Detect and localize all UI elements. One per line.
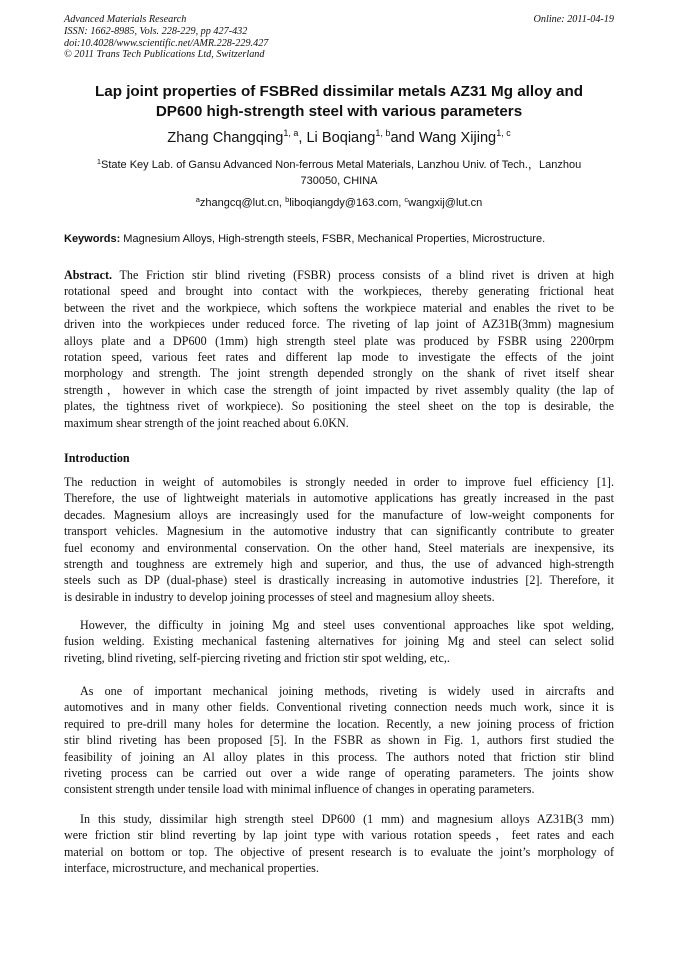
intro-paragraph-3 — [64, 683, 614, 798]
abstract-line: alloys plate and a DP600 (1mm) high strength steel plate was produced by FSBR using 2200rpm — [64, 333, 614, 348]
paragraph-line: strength and toughness are extremely high and superior, and thus, the use of advanced high-strength — [64, 557, 614, 572]
author-separator: , — [298, 130, 307, 146]
paragraph-line: fuel economy and environmental conservation. On the other hand, Steel materials are inexpensive, its — [64, 540, 614, 555]
paragraph-line: In this study, dissimilar high strength steel DP600 (1 mm) and magnesium alloys AZ31B(3 mm) — [80, 812, 614, 826]
affiliation-line-2: 730050, CHINA — [300, 175, 378, 187]
abstract — [64, 267, 614, 431]
affiliation-line-1 — [64, 157, 614, 173]
abstract-line: strength，however in which case the strength of joint impacted by rivet assembly quality (the lap of — [64, 382, 614, 397]
email-b-marker: b — [285, 195, 290, 204]
author-1-name: Zhang Changqing — [167, 130, 284, 146]
online-date: Online: 2011-04-19 — [533, 14, 614, 25]
author-2-name: Li Boqiang — [306, 130, 376, 146]
paragraph-line: required to pre-drill many holes for determine the location. Recently, a new joining process of friction — [64, 716, 614, 731]
paragraph-line: However, the difficulty in joining Mg and steel uses conventional approaches like spot welding, — [80, 618, 614, 632]
abstract-line: between the rivet and the workpiece, which softens the workpiece material and enables the rivet to be — [64, 300, 614, 315]
email-a[interactable]: zhangcq@lut.cn, — [199, 197, 286, 209]
paper-title — [64, 82, 614, 122]
copyright-line: © 2011 Trans Tech Publications Ltd, Switzerland — [64, 49, 265, 61]
paragraph-line: stir blind riveting has been proposed [5]. In the FSBR as shown in Fig. 1, authors first studied the — [64, 733, 614, 748]
abstract-line: Abstract. The Friction stir blind riveting (FSBR) process consists of a blind rivet is driven at high — [64, 268, 614, 282]
running-header — [64, 14, 268, 61]
paragraph-line: riveting, blind riveting, self-piercing riveting and friction stir spot welding, etc,. — [64, 650, 450, 665]
abstract-line: driven into the workpieces under reduced force. The riveting of lap joint of AZ31B(3mm) magnesium — [64, 317, 614, 332]
paragraph-line: is desirable in industry to develop joining processes of steel and magnesium alloy sheets. — [64, 589, 495, 604]
intro-paragraph-2 — [64, 617, 614, 666]
author-separator: and — [390, 130, 419, 146]
paragraph-line: were friction stir blind reverting by lap joint type with various rotation speeds，feet rates and each — [64, 828, 614, 843]
title-line-2: DP600 high-strength steel with various parameters — [155, 103, 523, 120]
abstract-line: rotation speed, various feet rates and different lap mode to investigate the effects of the joint — [64, 350, 614, 365]
keywords-label: Keywords: — [64, 233, 121, 245]
paragraph-line: consistent strength under tensile load with minimal influence of changes in operating parameters. — [64, 782, 535, 797]
abstract-line: maximum shear strength of the joint reached about 6.0KN. — [64, 415, 349, 430]
email-b[interactable]: liboqiangdy@163.com, — [289, 197, 405, 209]
issn-line: ISSN: 1662-8985, Vols. 228-229, pp 427-432 — [64, 25, 248, 37]
paragraph-line: material on bottom or top. The objective of present research is to evaluate the joint’s morphology of — [64, 844, 614, 859]
paragraph-line: riveting process can be carried out over a wide range of operating parameters. The joints show — [64, 766, 614, 781]
paragraph-line: automotives and in many other fields. Conventional riveting connection needs much work, since it is — [64, 700, 614, 715]
abstract-line: rotational speed and brought into contact with the workpieces, thereby generating frictional heat — [64, 284, 614, 299]
affiliation-text: State Key Lab. of Gansu Advanced Non-ferrous Metal Materials, Lanzhou Univ. of Tech.，Lanzhou — [100, 159, 582, 171]
journal-name: Advanced Materials Research — [64, 14, 187, 25]
abstract-line: morphology and strength. The joint strength depended strongly on the shank of rivet itself shear — [64, 366, 614, 381]
paragraph-line: interface, microstructure, and mechanical properties. — [64, 861, 319, 876]
intro-paragraph-1 — [64, 474, 614, 605]
section-heading-introduction: Introduction — [64, 451, 130, 465]
author-3-name: Wang Xijing — [418, 130, 497, 146]
paragraph-line: decades. Magnesium alloys are increasingly used for the manufacture of low-weight components for — [64, 507, 614, 522]
title-line-1: Lap joint properties of FSBRed dissimilar metals AZ31 Mg alloy and — [94, 83, 584, 100]
author-list — [64, 129, 614, 147]
paragraph-line: Therefore, the use of lightweight materials in automotive applications has greatly increased in the past — [64, 491, 614, 506]
paragraph-line: As one of important mechanical joining methods, riveting is widely used in aircrafts and — [80, 684, 614, 698]
author-1-affil: 1, a — [283, 128, 299, 138]
email-c[interactable]: wangxij@lut.cn — [408, 197, 483, 209]
affiliation-marker: 1 — [96, 157, 101, 166]
abstract-line: plates, the tightness rivet of workpiece). So positioning the steel sheet on the top is desirable, the — [64, 399, 614, 414]
email-list — [64, 195, 614, 211]
paragraph-line: transport vehicles. Magnesium in the automotive industry that can significantly contribute to greater — [64, 524, 614, 539]
paragraph-line: The reduction in weight of automobiles is strongly needed in order to improve fuel efficiency [1]. — [64, 475, 614, 489]
paragraph-line: fusion welding. Existing mechanical fastening alternatives for joining Mg and steel can select solid — [64, 634, 614, 649]
author-3-affil: 1, c — [496, 128, 511, 138]
affiliation — [64, 157, 614, 189]
paragraph-line: feasibility of joining an Al alloy plates in this process. The authors noted that friction stir blind — [64, 749, 614, 764]
keywords-text: Magnesium Alloys, High-strength steels, FSBR, Mechanical Properties, Microstructure. — [120, 233, 546, 245]
keywords — [64, 232, 614, 247]
intro-paragraph-4 — [64, 811, 614, 877]
email-c-marker: c — [404, 195, 409, 204]
abstract-label: Abstract. — [64, 268, 113, 282]
doi-link[interactable]: doi:10.4028/www.scientific.net/AMR.228-229.427 — [64, 37, 269, 49]
email-a-marker: a — [195, 195, 200, 204]
author-2-affil: 1, b — [375, 128, 391, 138]
paragraph-line: steels such as DP (dual-phase) steel is drastically increasing in automotive industries [2]. Therefore, it — [64, 573, 614, 588]
